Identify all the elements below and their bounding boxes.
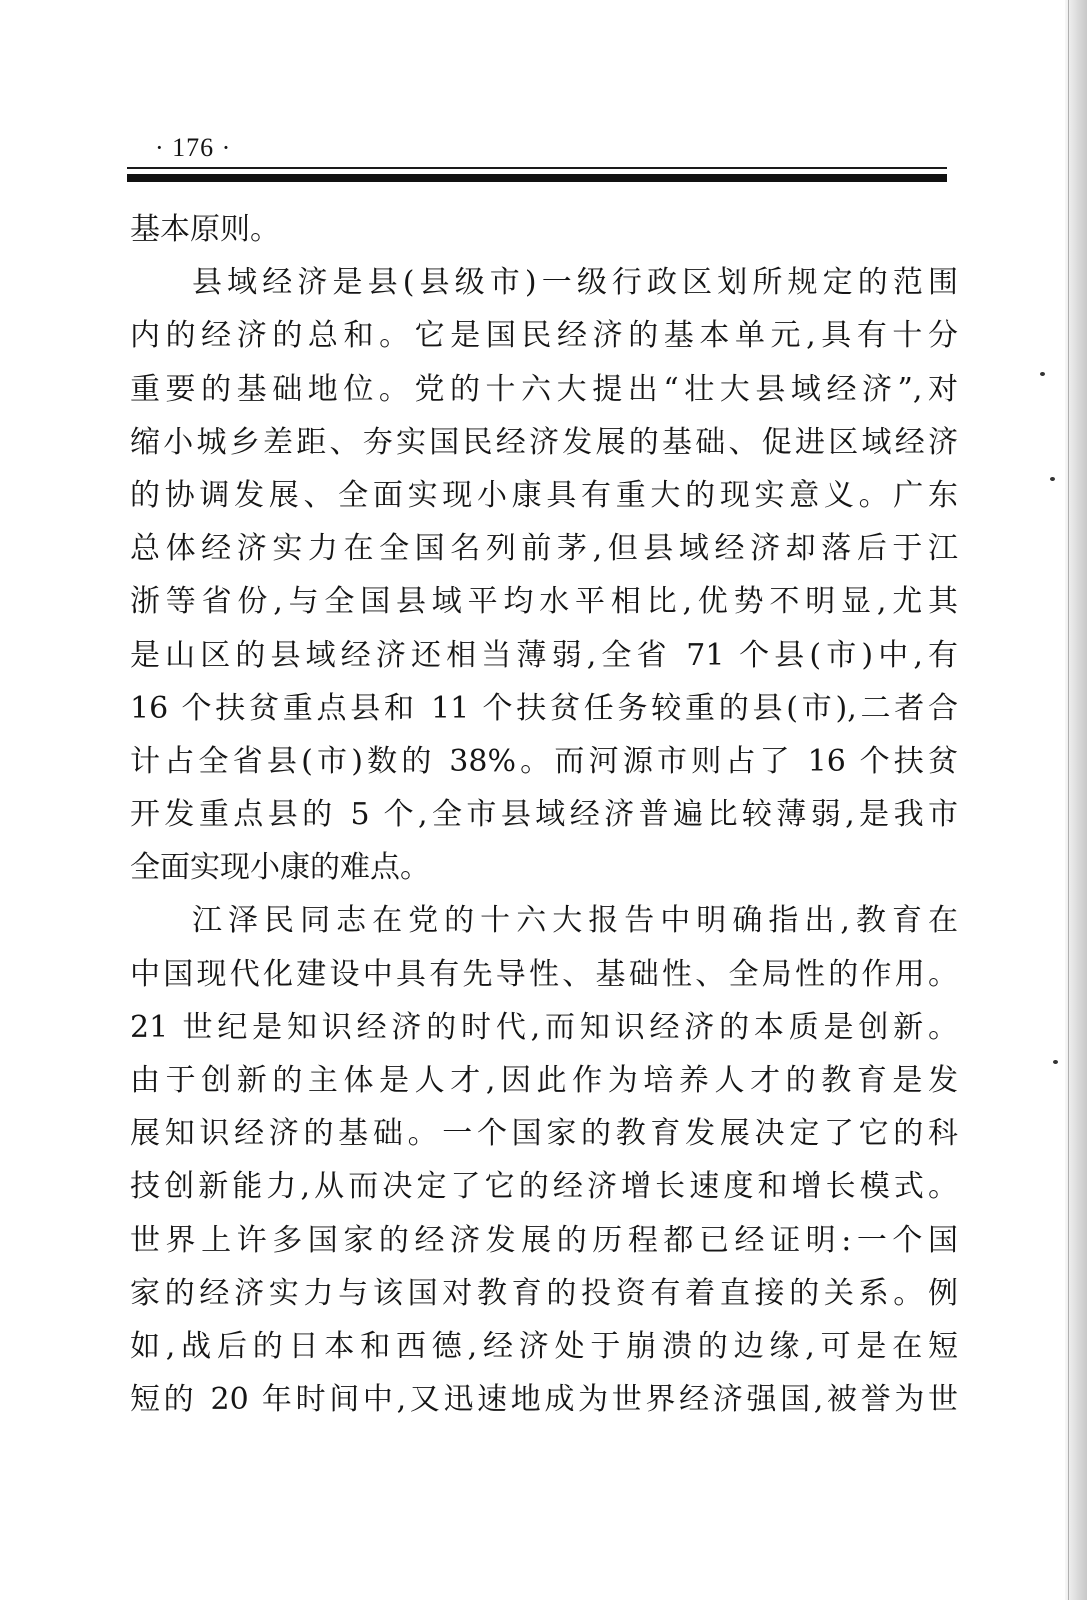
text-line: 重要的基础地位。党的十六大提出“壮大县域经济”,对 — [130, 371, 958, 407]
scan-speck — [1050, 477, 1055, 481]
text-line: 计占全省县(市)数的 38%。而河源市则占了 16 个扶贫 — [130, 743, 958, 779]
page-edge-line — [1068, 0, 1069, 1600]
text-line: 短的 20 年时间中,又迅速地成为世界经济强国,被誉为世 — [130, 1382, 958, 1418]
text-line: 缩小城乡差距、夯实国民经济发展的基础、促进区域经济 — [130, 424, 958, 460]
text-line: 世界上许多国家的经济发展的历程都已经证明:一个国 — [130, 1222, 958, 1258]
text-line: 县域经济是县(县级市)一级行政区划所规定的范围 — [192, 265, 958, 301]
text-line: 开发重点县的 5 个,全市县域经济普遍比较薄弱,是我市 — [130, 797, 958, 833]
text-line: 16 个扶贫重点县和 11 个扶贫任务较重的县(市),二者合 — [130, 690, 958, 726]
header-rule-thick — [127, 174, 947, 182]
text-line: 江泽民同志在党的十六大报告中明确指出,教育在 — [192, 903, 958, 939]
text-line: 总体经济实力在全国名列前茅,但县域经济却落后于江 — [130, 531, 958, 567]
text-line: 内的经济的总和。它是国民经济的基本单元,具有十分 — [130, 318, 958, 354]
text-line: 基本原则。 — [130, 212, 280, 247]
text-line: 家的经济实力与该国对教育的投资有着直接的关系。例 — [130, 1275, 958, 1311]
text-line: 如,战后的日本和西德,经济处于崩溃的边缘,可是在短 — [130, 1328, 958, 1364]
text-line: 浙等省份,与全国县域平均水平相比,优势不明显,尤其 — [130, 584, 958, 620]
body-text — [130, 203, 958, 1426]
scan-speck — [1053, 1060, 1058, 1064]
page-number: · 176 · — [155, 133, 232, 162]
text-line: 21 世纪是知识经济的时代,而知识经济的本质是创新。 — [130, 1009, 958, 1045]
text-line: 的协调发展、全面实现小康具有重大的现实意义。广东 — [130, 477, 958, 513]
text-line: 中国现代化建设中具有先导性、基础性、全局性的作用。 — [130, 956, 958, 992]
text-line: 全面实现小康的难点。 — [130, 850, 430, 886]
text-line: 展知识经济的基础。一个国家的教育发展决定了它的科 — [130, 1116, 958, 1152]
text-line: 由于创新的主体是人才,因此作为培养人才的教育是发 — [130, 1063, 958, 1098]
text-line: 技创新能力,从而决定了它的经济增长速度和增长模式。 — [130, 1169, 958, 1205]
header-rule-thin — [127, 167, 947, 169]
scan-speck — [1040, 372, 1045, 376]
text-line: 是山区的县域经济还相当薄弱,全省 71 个县(市)中,有 — [130, 637, 958, 673]
